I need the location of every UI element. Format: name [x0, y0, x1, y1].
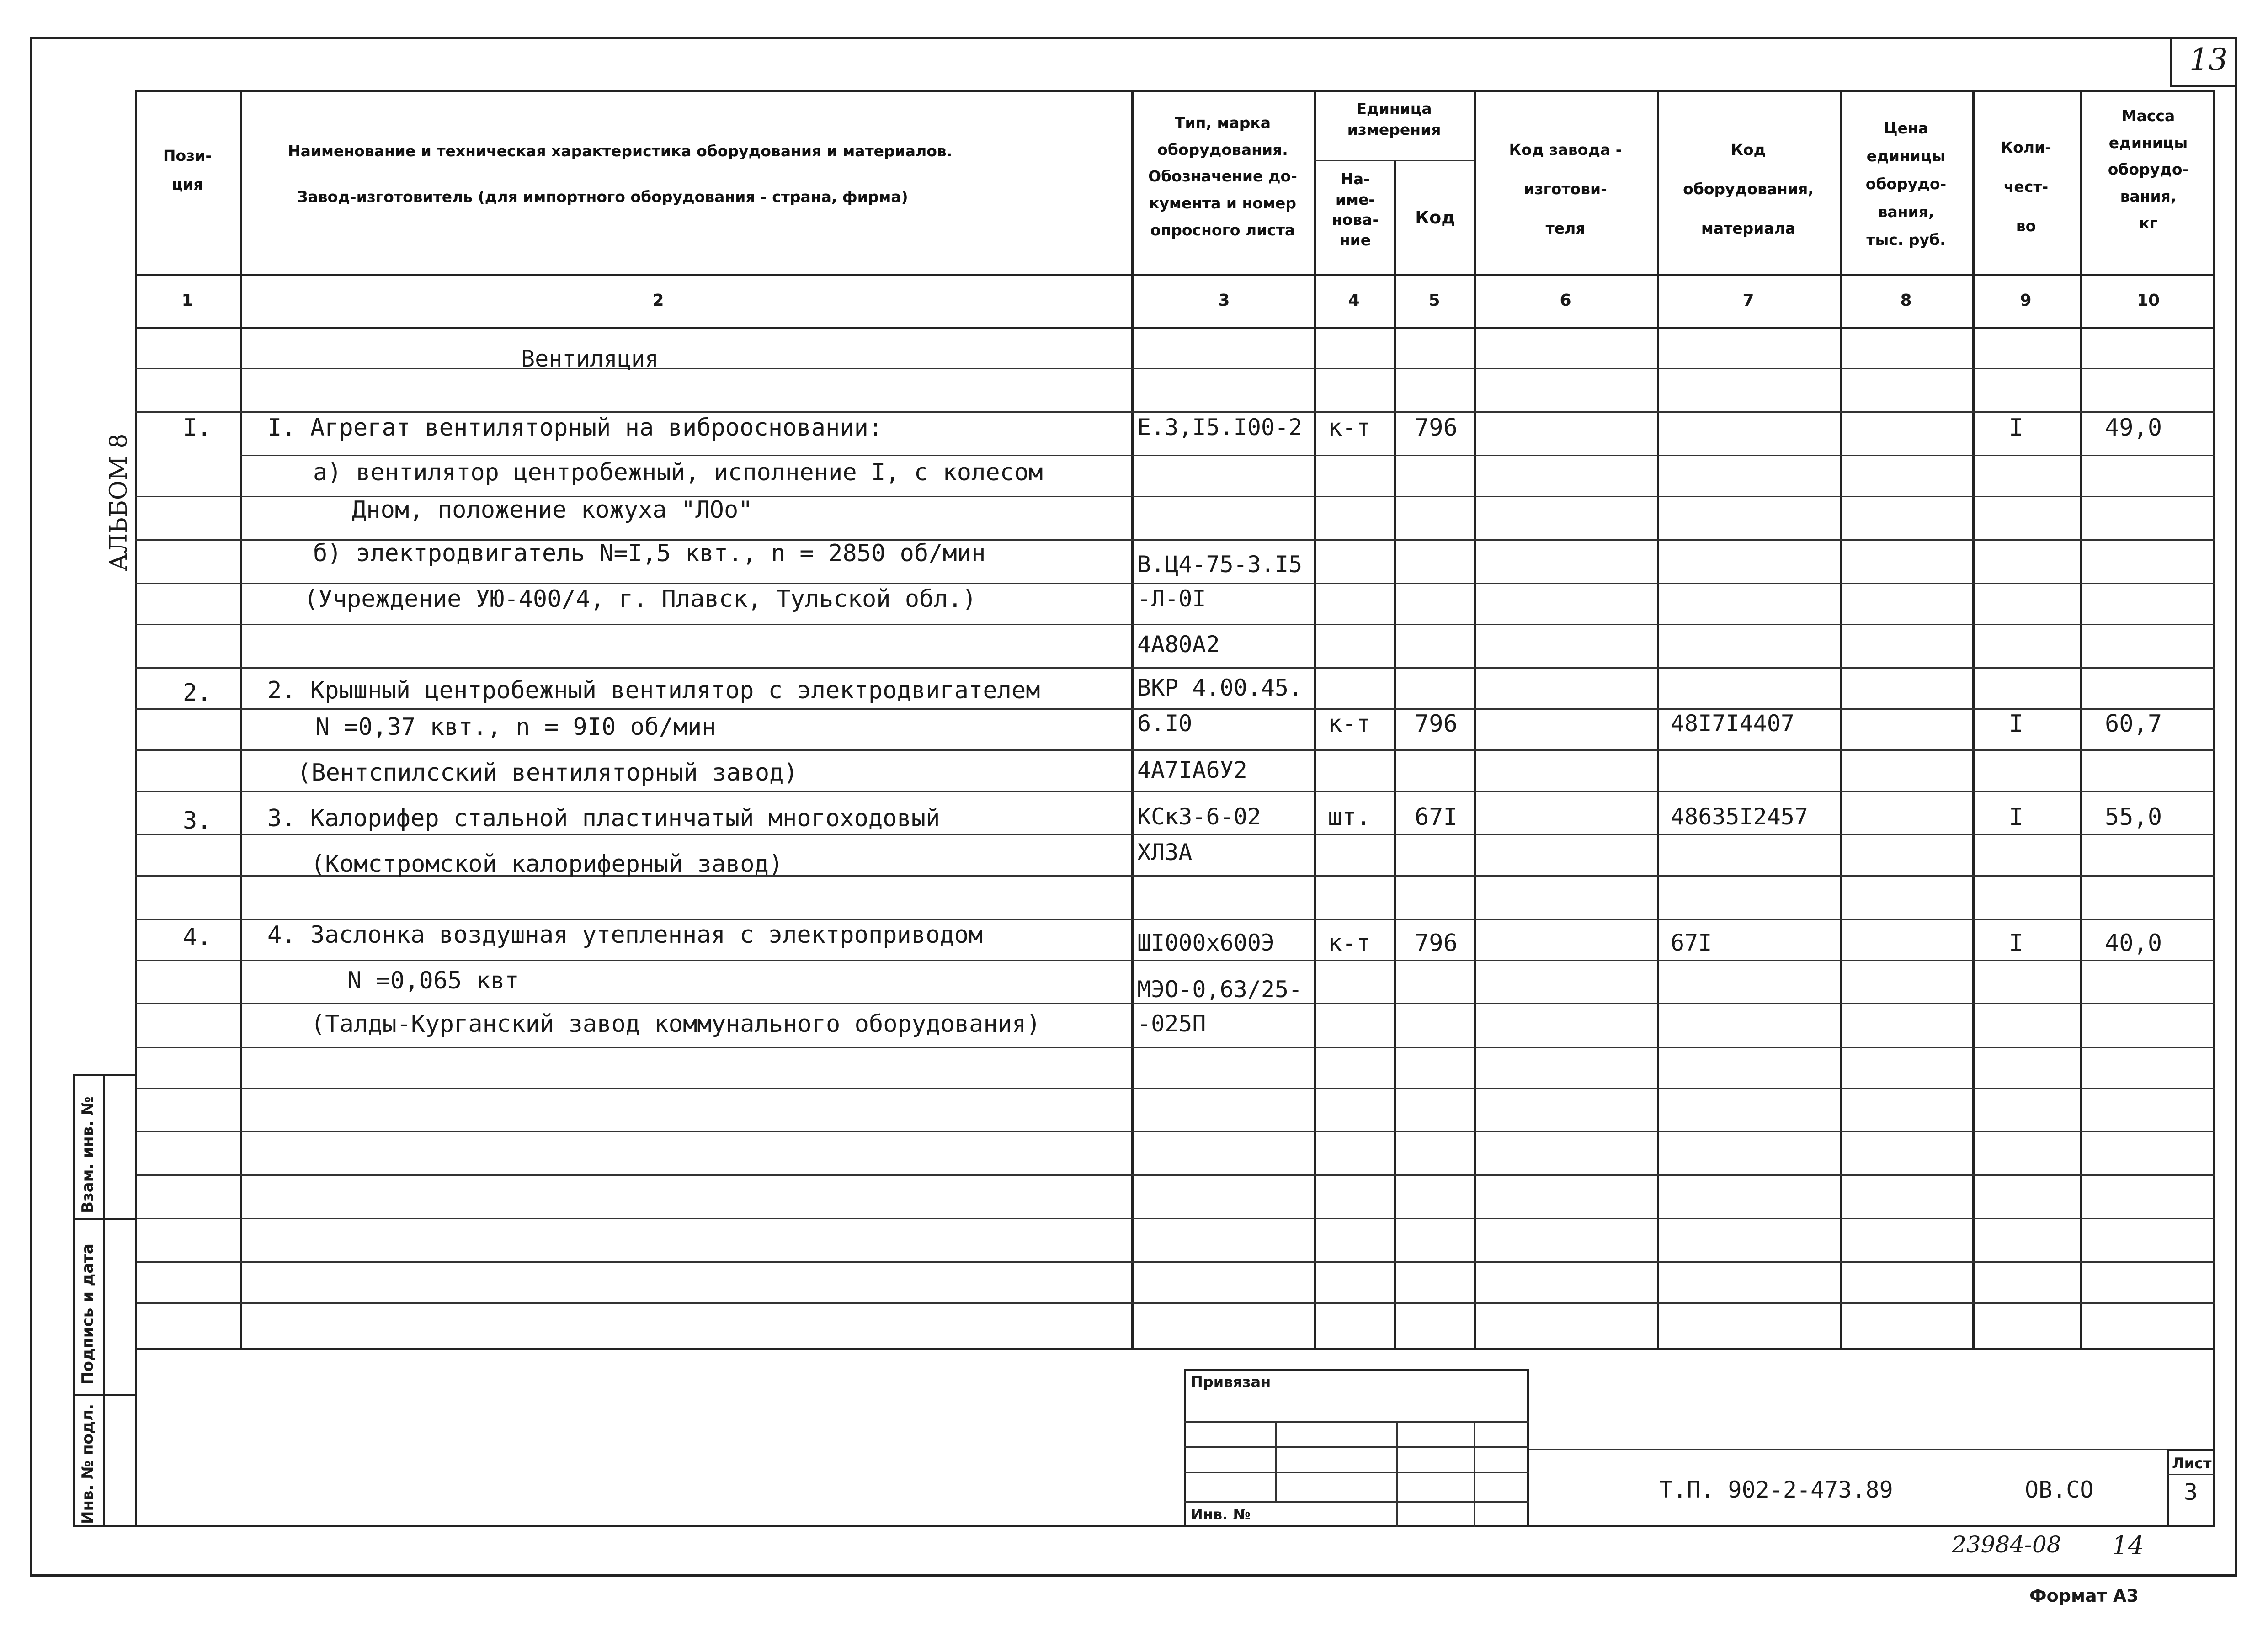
unit-header-divider	[1314, 160, 1474, 161]
row-position: 4.	[183, 924, 212, 951]
signature-date-label: Подпись и дата	[79, 1243, 97, 1385]
row-qty: I	[2009, 710, 2023, 738]
row-unit: шт.	[1328, 803, 1371, 831]
row-name: 3. Калорифер стальной пластинчатый многоходовый	[267, 805, 940, 832]
row-name: N =0,065 квт	[347, 967, 519, 994]
col-number: 4	[1348, 291, 1360, 310]
row-line	[135, 1088, 2215, 1089]
row-type: Е.3,I5.I00-2	[1137, 414, 1303, 441]
col-divider	[1657, 90, 1659, 1348]
col-number: 8	[1900, 291, 1912, 310]
row-type: КСк3-6-02	[1137, 803, 1261, 830]
row-name: (Вентспилсский вентиляторный завод)	[297, 759, 798, 786]
header-name-line1: Наименование и техническая характеристика оборудования и материалов.	[288, 142, 953, 160]
row-unit: к-т	[1328, 930, 1371, 957]
row-position: 2.	[183, 679, 212, 707]
inventory-label: Инв. №	[1191, 1506, 1251, 1523]
row-line	[135, 791, 2215, 792]
col-number: 7	[1742, 291, 1754, 310]
row-type: ХЛЗА	[1137, 839, 1193, 866]
header-equipment-code: Код оборудования, материала	[1683, 141, 1814, 237]
stamp-col	[1474, 1421, 1475, 1527]
row-code: 796	[1415, 414, 1458, 441]
row-name: б) электродвигатель N=I,5 квт., n = 2850 об/мин	[313, 540, 986, 567]
row-qty: I	[2009, 803, 2023, 831]
approval-strip-line	[73, 1218, 137, 1220]
row-code: 67I	[1415, 803, 1458, 831]
row-mass: 49,0	[2105, 414, 2162, 441]
row-line	[135, 919, 2215, 920]
row-line	[135, 583, 2215, 584]
row-line	[135, 960, 2215, 961]
row-line	[135, 708, 2215, 710]
replace-inv-label: Взам. инв. №	[79, 1096, 97, 1213]
col-number: 10	[2136, 291, 2160, 310]
numbers-bottom	[135, 327, 2215, 329]
sheet-number: 3	[2184, 1479, 2198, 1505]
row-type: 4А80А2	[1137, 631, 1220, 658]
row-type: -025П	[1137, 1010, 1206, 1037]
row-position: 3.	[183, 807, 212, 834]
row-type: МЭО-0,63/25-	[1137, 976, 1303, 1003]
header-plant-code: Код завода - изготови- теля	[1509, 141, 1622, 237]
col-number: 3	[1218, 291, 1230, 310]
row-line	[135, 1218, 2215, 1219]
header-mass: Масса единицы оборудо- вания, кг	[2108, 107, 2189, 232]
row-line	[135, 1302, 2215, 1304]
col-divider	[1314, 90, 1316, 1348]
row-name: (Комстромской калориферный завод)	[311, 850, 783, 878]
row-name: (Учреждение УЮ-400/4, г. Плавск, Тульской обл.)	[304, 585, 977, 613]
row-line	[135, 411, 2215, 413]
stamp-col	[1275, 1421, 1277, 1501]
col-divider	[240, 90, 242, 1348]
binding-stamp	[1184, 1369, 1529, 1527]
binding-label: Привязан	[1191, 1373, 1271, 1391]
row-mass: 40,0	[2105, 930, 2162, 957]
row-line	[135, 1003, 2215, 1004]
row-qty: I	[2009, 414, 2023, 441]
corner-sheet-number: 13	[2189, 42, 2228, 77]
col-divider	[1840, 90, 1842, 1348]
row-unit: к-т	[1328, 710, 1371, 738]
row-unit: к-т	[1328, 414, 1371, 441]
row-position: I.	[183, 414, 212, 441]
row-line	[135, 1131, 2215, 1132]
header-name-line2: Завод-изготовитель (для импортного оборудования - страна, фирма)	[297, 188, 908, 206]
format-label: Формат А3	[2029, 1586, 2139, 1606]
header-bottom	[135, 274, 2215, 276]
col-divider	[1972, 90, 1975, 1348]
document-mark: ОВ.СО	[2025, 1477, 2094, 1503]
header-unit-code: Код	[1415, 207, 1455, 228]
row-code: 796	[1415, 710, 1458, 738]
row-mass: 60,7	[2105, 710, 2162, 738]
row-equipment-code: 48I7I4407	[1671, 710, 1794, 737]
table-body-bottom	[135, 1348, 2215, 1350]
header-quantity: Коли- чест- во	[2001, 138, 2051, 235]
row-name: I. Агрегат вентиляторный на виброосновании:	[267, 414, 883, 441]
col-divider	[1394, 160, 1396, 1348]
col-number: 2	[652, 291, 664, 310]
original-inv-label: Инв. № подл.	[79, 1403, 97, 1524]
document-code: Т.П. 902-2-473.89	[1659, 1477, 1893, 1503]
approval-strip-divider	[103, 1074, 105, 1527]
header-position: Пози- ция	[163, 147, 212, 193]
header-type: Тип, марка оборудования. Обозначение до- кумента и номер опросного листа	[1148, 114, 1297, 239]
row-line	[135, 1047, 2215, 1048]
row-type: -Л-0I	[1137, 585, 1206, 612]
stamp-line	[1184, 1421, 1529, 1423]
row-type: 6.I0	[1137, 710, 1193, 737]
row-equipment-code: 48635I2457	[1671, 803, 1809, 830]
row-name: а) вентилятор центробежный, исполнение I, с колесом	[313, 459, 1043, 486]
sheet-box-divider	[2167, 1474, 2215, 1475]
col-number: 5	[1428, 291, 1440, 310]
row-line	[135, 667, 2215, 669]
col-number: 9	[2020, 291, 2032, 310]
approval-strip-line	[73, 1394, 137, 1396]
album-label: АЛЬБОМ 8	[105, 433, 133, 571]
row-code: 796	[1415, 930, 1458, 957]
row-type: ВКР 4.00.45.	[1137, 675, 1303, 701]
col-number: 1	[181, 291, 193, 310]
row-qty: I	[2009, 930, 2023, 957]
row-line	[135, 749, 2215, 751]
row-equipment-code: 67I	[1671, 930, 1712, 956]
stamp-line	[1184, 1446, 1529, 1448]
handwritten-number: 23984-08	[1952, 1531, 2061, 1558]
sheet-label: Лист	[2172, 1455, 2212, 1472]
row-line	[135, 1174, 2215, 1176]
row-mass: 55,0	[2105, 803, 2162, 831]
col-divider	[1474, 90, 1476, 1348]
handwritten-page: 14	[2112, 1531, 2145, 1561]
row-type: В.Ц4-75-3.I5	[1137, 551, 1303, 578]
header-unit-name: На- име- нова- ние	[1331, 170, 1379, 249]
section-title: Вентиляция	[521, 345, 659, 372]
header-price: Цена единицы оборудо- вания, тыс. руб.	[1865, 119, 1947, 249]
row-name: (Талды-Курганский завод коммунального оборудования)	[311, 1010, 1041, 1038]
row-name: N =0,37 квт., n = 9I0 об/мин	[315, 713, 716, 741]
row-type: 4А7IА6У2	[1137, 757, 1247, 783]
row-line	[135, 368, 2215, 369]
stamp-col	[1396, 1421, 1398, 1527]
header-unit: Единица измерения	[1347, 100, 1441, 139]
row-line	[135, 624, 2215, 625]
stamp-line	[1184, 1472, 1529, 1473]
col-divider	[1131, 90, 1134, 1348]
col-number: 6	[1560, 291, 1571, 310]
row-name: Дном, положение кожуха "ЛОо"	[352, 496, 753, 524]
row-line	[135, 1261, 2215, 1263]
stamp-line	[1184, 1501, 1529, 1503]
row-line	[240, 455, 2215, 456]
title-block-top	[1529, 1449, 2215, 1450]
col-divider	[2080, 90, 2082, 1348]
row-name: 2. Крышный центробежный вентилятор с электродвигателем	[267, 677, 1040, 704]
row-line	[135, 834, 2215, 835]
row-type: ШI000х600Э	[1137, 930, 1275, 956]
row-name: 4. Заслонка воздушная утепленная с электроприводом	[267, 921, 983, 949]
